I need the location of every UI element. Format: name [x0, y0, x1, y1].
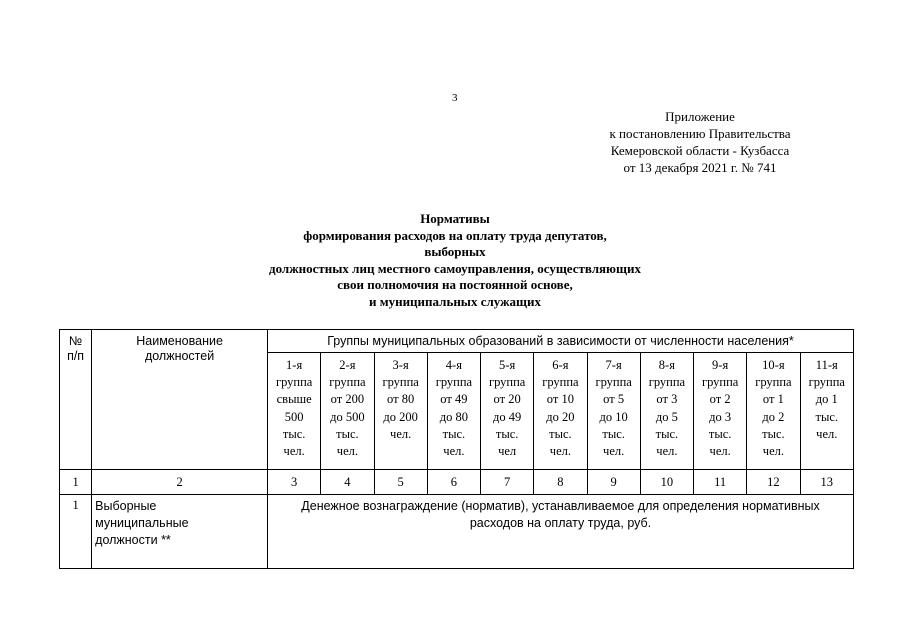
group-header-line: чел.	[336, 444, 358, 459]
group-header-line: свыше	[276, 392, 312, 407]
group-header-line: тыс.	[815, 409, 839, 424]
group-header-line: группа	[542, 375, 579, 390]
group-header-line: группа	[595, 375, 632, 390]
group-header-line: 6-я	[552, 358, 569, 372]
header-row	[60, 330, 854, 353]
group-header-cell	[374, 353, 427, 470]
group-header-line: 2-я	[339, 358, 356, 372]
group-header-line: чел.	[709, 444, 731, 459]
group-header-line: группа	[329, 375, 366, 390]
row-description-line: расходов на оплату труда, руб.	[469, 516, 652, 530]
column-index-cell: 11	[694, 470, 747, 495]
header-name-line: Наименование	[136, 334, 223, 348]
group-header-line: группа	[275, 375, 313, 390]
appendix-line: Кемеровской области - Кузбасса	[610, 143, 790, 158]
group-header-line: 3-я	[392, 358, 409, 372]
group-header-cell	[694, 353, 747, 470]
header-name-cell	[92, 330, 268, 470]
document-title	[160, 211, 750, 310]
header-num-line: №	[68, 334, 83, 348]
group-header-line: 10-я	[762, 358, 785, 372]
group-header-line: тыс.	[762, 426, 785, 441]
header-num-cell	[60, 330, 92, 470]
group-header-line: 1-я	[286, 358, 303, 372]
group-header-line: от 80	[387, 392, 415, 407]
group-header-line: чел.	[762, 444, 784, 459]
column-index-cell: 1	[60, 470, 92, 495]
group-header-cell	[587, 353, 640, 470]
row-name-cell	[92, 495, 268, 569]
row-name-line: должности **	[95, 533, 171, 547]
group-header-line: до 20	[546, 409, 575, 424]
group-header-line: от 5	[603, 392, 625, 407]
row-description-cell	[268, 495, 854, 569]
group-header-line: чел.	[283, 444, 305, 459]
page-number: 3	[452, 92, 458, 104]
group-header-line: до 200	[383, 409, 418, 424]
group-header-line: чел.	[390, 426, 412, 441]
column-index-cell: 4	[321, 470, 374, 495]
group-header-line: тыс.	[442, 426, 466, 441]
title-line: должностных лиц местного самоуправления, осуществляющих	[269, 260, 641, 276]
group-header-line: до 1	[815, 392, 838, 407]
title-line: выборных	[424, 244, 486, 259]
row-number-cell: 1	[60, 495, 92, 569]
column-index-cell: 7	[481, 470, 534, 495]
column-index-cell: 12	[747, 470, 800, 495]
group-header-line: до 2	[762, 409, 785, 424]
group-header-line: тыс.	[282, 426, 306, 441]
group-header-line: группа	[808, 375, 845, 390]
table-row	[60, 495, 854, 569]
row-description-line: Денежное вознаграждение (норматив), устанавливаемое для определения нормативных	[301, 499, 820, 513]
column-index-cell: 8	[534, 470, 587, 495]
group-header-line: группа	[435, 375, 473, 390]
group-header-line: от 3	[656, 392, 678, 407]
group-header-line: группа	[488, 375, 526, 390]
appendix-line: Приложение	[665, 109, 735, 124]
group-header-line: до 10	[599, 409, 628, 424]
title-line: свои полномочия на постоянной основе,	[337, 277, 573, 292]
group-header-line: от 49	[440, 392, 468, 407]
group-header-cell	[640, 353, 693, 470]
group-header-line: чел.	[549, 444, 571, 459]
group-header-line: от 20	[493, 392, 521, 407]
group-header-line: тыс.	[655, 426, 679, 441]
group-header-cell	[534, 353, 587, 470]
column-index-cell: 5	[374, 470, 427, 495]
group-header-line: чел	[498, 444, 517, 459]
column-index-cell: 10	[640, 470, 693, 495]
title-line: Нормативы	[420, 211, 490, 226]
group-header-line: чел.	[443, 444, 465, 459]
header-num-line: п/п	[67, 349, 85, 363]
group-header-line: чел.	[816, 426, 838, 441]
group-header-line: тыс.	[495, 426, 519, 441]
group-header-line: группа	[648, 375, 686, 390]
group-header-cell	[481, 353, 534, 470]
title-line: и муниципальных служащих	[368, 293, 541, 309]
appendix-line: к постановлению Правительства	[609, 126, 791, 141]
group-header-cell	[747, 353, 800, 470]
group-header-line: группа	[382, 375, 419, 390]
group-header-line: тыс.	[602, 426, 625, 441]
header-groups-cell: Группы муниципальных образований в зависимости от численности населения*	[268, 330, 854, 353]
group-header-line: 500	[284, 409, 304, 424]
row-name-line: Выборные	[95, 499, 157, 513]
group-header-line: 9-я	[712, 358, 729, 372]
title-line: формирования расходов на оплату труда депутатов,	[303, 227, 607, 243]
group-header-line: чел.	[603, 444, 625, 459]
group-header-line: до 5	[655, 409, 678, 424]
group-header-line: группа	[701, 375, 739, 390]
group-header-cell	[800, 353, 853, 470]
group-header-cell	[268, 353, 321, 470]
group-header-line: до 49	[493, 409, 522, 424]
group-header-line: от 2	[709, 392, 731, 407]
group-header-line: до 500	[330, 409, 365, 424]
group-header-cell	[427, 353, 480, 470]
group-header-cell	[321, 353, 374, 470]
column-index-cell: 13	[800, 470, 853, 495]
group-header-line: от 10	[546, 392, 574, 407]
group-header-line: 8-я	[658, 358, 675, 372]
column-index-cell: 9	[587, 470, 640, 495]
group-header-line: 4-я	[445, 358, 462, 372]
group-header-line: 7-я	[605, 358, 622, 372]
group-header-line: чел.	[656, 444, 678, 459]
group-header-line: тыс.	[336, 426, 359, 441]
header-name-line: должностей	[144, 349, 215, 363]
group-header-line: 11-я	[815, 358, 838, 372]
group-header-line: тыс.	[708, 426, 732, 441]
group-header-line: 5-я	[499, 358, 516, 372]
group-header-line: от 200	[330, 392, 365, 407]
row-name-line: муниципальные	[95, 516, 189, 530]
column-index-cell: 3	[268, 470, 321, 495]
group-header-line: до 80	[439, 409, 469, 424]
appendix-line: от 13 декабря 2021 г. № 741	[623, 160, 777, 175]
column-index-row	[60, 470, 854, 495]
column-index-cell: 2	[92, 470, 268, 495]
appendix-block	[580, 108, 820, 176]
column-index-cell: 6	[427, 470, 480, 495]
group-header-line: от 1	[762, 392, 784, 407]
group-header-line: тыс.	[549, 426, 572, 441]
group-header-line: до 3	[709, 409, 732, 424]
norms-table	[59, 329, 854, 569]
group-header-line: группа	[755, 375, 792, 390]
